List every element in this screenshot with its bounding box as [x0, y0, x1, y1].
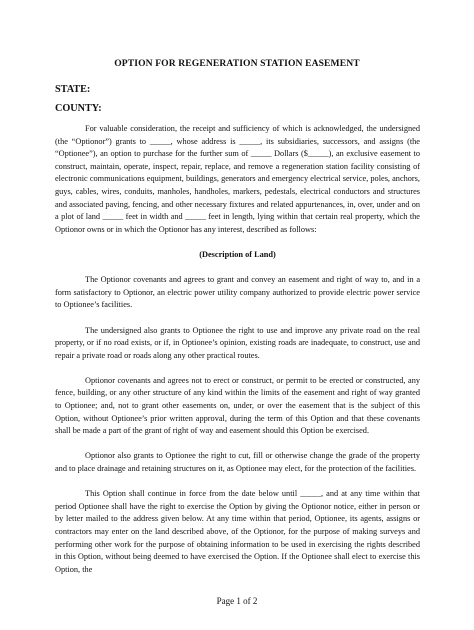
- paragraph-option-term: This Option shall continue in force from the date below until _____, and at any time within that period Optionee shall have the right to exercise the Option by giving the Optionor notice, either in person or by letter mailed to the address given below. At any time within that period, Optionee, its agents, assigns or contractors may enter on the land described above, of the Optionor, for the purpose of making surveys and performing other work for the purpose of obtaining information to be used in exercising the rights described in this Option, without being deemed to have exercised the Option. If the Optionee shall elect to exercise this Option, the: [55, 489, 420, 574]
- document-title: OPTION FOR REGENERATION STATION EASEMENT: [114, 58, 360, 69]
- paragraph-grade-change: Optionor also grants to Optionee the right to cut, fill or otherwise change the grade of the property and to place drainage and retaining structures on it, as Optionee may elect, for the protection of the facilities.: [55, 451, 420, 474]
- paragraph-consideration: For valuable consideration, the receipt and sufficiency of which is acknowledged, the undersigned (the “Optionor”) grants to _____, whose address is _____, its subsidiaries, successors, and assigns (the “Optionee”), an option to purchase for the further sum of _____ Dollars ($_____), an exclusive easement to construct, maintain, operate, inspect, repair, replace, and remove a regeneration station facility consisting of electronic communications equipment, buildings, generators and emergency electrical service, poles, anchors, guys, cables, wires, conduits, manholes, handholes, markers, pedestals, electrical conductors and structures and associated paving, fencing, and other necessary fixtures and related appurtenances, in, over, under and on a plot of land _____ feet in width and _____ feet in length, lying within that certain real property, which the Optionor owns or in which the Optionor has any interest, described as follows:: [55, 124, 420, 234]
- document-body: [55, 123, 420, 589]
- paragraph-private-road: The undersigned also grants to Optionee the right to use and improve any private road on the real property, or if no road exists, or if, in Optionee’s opinion, existing roads are inadequate, to construct, use and repair a private road or roads along any other practical routes.: [55, 325, 420, 360]
- paragraph-no-structures: Optionor covenants and agrees not to erect or construct, or permit to be erected or constructed, any fence, building, or any other structure of any kind within the limits of the easement and right of way granted to Optionee; and, not to grant other easements on, under, or over the easement that is the subject of this Option, without Optionee’s prior written approval, during the term of this Option and that these covenants shall be made a part of the grant of right of way and easement should this Option be exercised.: [55, 375, 420, 436]
- description-of-land-heading: (Description of Land): [199, 249, 276, 259]
- paragraph-power-utility: The Optionor covenants and agrees to grant and convey an easement and right of way to, and in a form satisfactory to Optionor, an electric power utility company authorized to provide electric power service to Optionee’s facilities.: [55, 275, 420, 310]
- state-heading: STATE:: [55, 84, 91, 95]
- page-number: Page 1 of 2: [216, 596, 258, 606]
- county-heading: COUNTY:: [55, 103, 102, 114]
